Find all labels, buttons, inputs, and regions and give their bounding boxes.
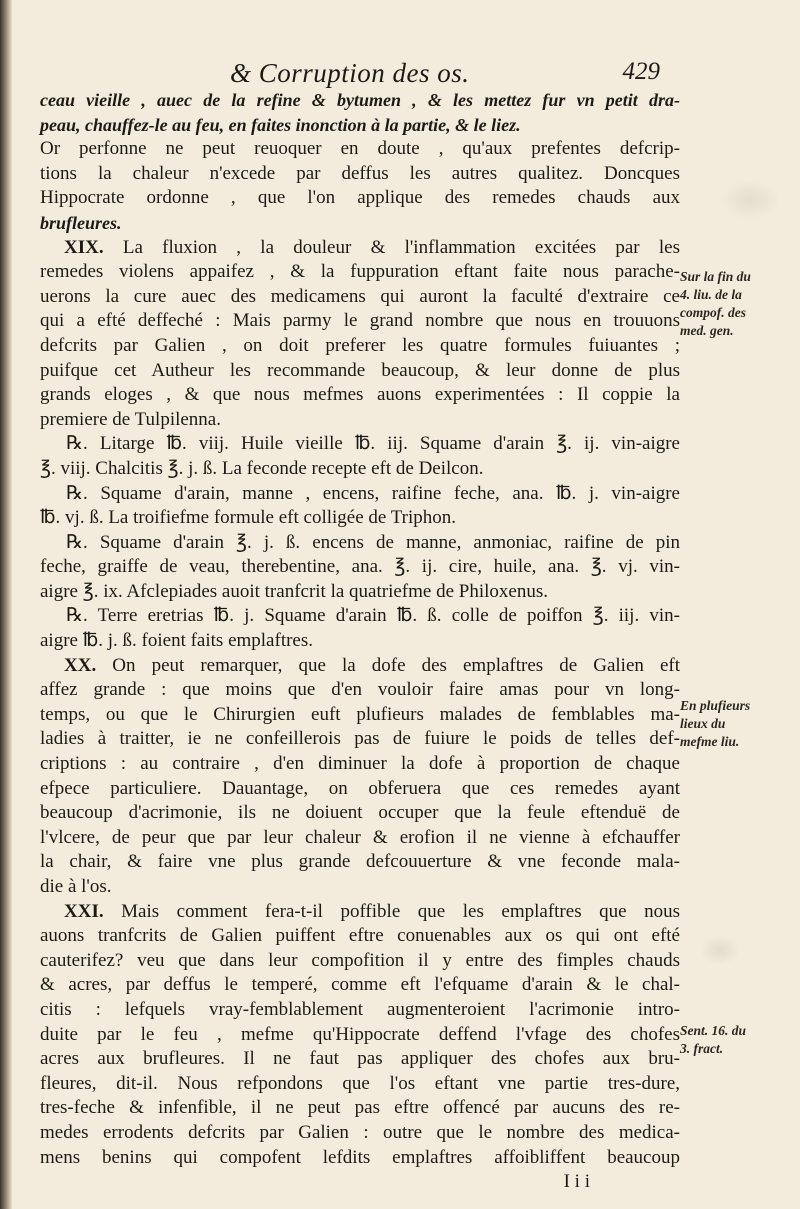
margin-note-line: Sent. 16. du <box>680 1023 747 1038</box>
margin-note-line: 4. liu. de la <box>680 287 742 302</box>
text-line: affez grande : que moins que d'en vouloir faire amas pour vn long- <box>40 679 680 701</box>
text-line: criptions : au contraire , d'en diminuer la dofe à proportion de chaque <box>40 753 680 775</box>
running-title: & Corruption des os. <box>230 58 470 88</box>
text-line: temps, ou que le Chirurgien euft plufieurs malades de femblables ma- <box>40 703 680 725</box>
body-text <box>40 88 680 1195</box>
text-line: peau, chauffez-le au feu, en faites inonction à la partie, & le liez. <box>40 114 521 135</box>
text-line: mens benins qui compofent lefdits emplaftres affoibliffent beaucoup <box>40 1146 680 1168</box>
text-line: medes errodents defcrits par Galien : outre que le nombre des medica- <box>40 1121 680 1143</box>
margin-note-line: mefme liu. <box>680 734 740 749</box>
text-line: beaucoup d'acrimonie, ils ne doiuent occuper que la feule eftenduë de <box>40 802 680 824</box>
text-line: uerons la cure auec des medicamens qui auront la faculté d'extraire ce <box>40 285 680 307</box>
text-line: grands eloges , & que nous mefmes auons experimentées : Il coppie la <box>40 384 680 406</box>
text-line: premiere de Tulpilenna. <box>40 408 221 430</box>
section-number: XXI. <box>64 900 104 922</box>
text-line: & acres, par deffus le temperé, comme eft l'efquame d'arain & le chal- <box>40 974 680 996</box>
margin-note-line: lieux du <box>680 716 726 731</box>
recipe-line: ℞. Squame d'arain ℥. j. ß. encens de manne, anmoniac, raifine de pin <box>66 531 680 553</box>
text-line: tions la chaleur n'excede par deffus les autres qualitez. Doncques <box>40 162 680 184</box>
page-number: 429 <box>622 58 660 85</box>
section-number: XX. <box>64 654 97 676</box>
text-line: puifque cet Autheur les recommande beaucoup, & leur donne de plus <box>40 359 680 381</box>
recipe-line: ℞. Litarge ℔. viij. Huile vieille ℔. iij. Squame d'arain ℥. ij. vin-aigre <box>66 433 680 455</box>
text-line: citis : lefquels vray-femblablement augmenteroient l'acrimonie intro- <box>40 998 680 1020</box>
text-line: duite par le feu , mefme qu'Hippocrate deffend l'vfage des chofes <box>40 1023 680 1045</box>
margin-note-line: med. gen. <box>680 323 734 338</box>
text-line: efpece particuliere. Dauantage, on obferuera que ces remedes ayant <box>40 777 680 799</box>
text-line: auons tranfcrits de Galien puiffent eftre conuenables aux os qui ont efté <box>40 925 680 947</box>
text-line: ladies à traitter, ie ne confeillerois pas de fuiure le poids de telles def- <box>40 728 680 750</box>
text-line: defcrits par Galien , on doit preferer les quatre formules fuiuantes ; <box>40 334 680 356</box>
text-line: Hippocrate ordonne , que l'on applique des remedes chauds aux <box>40 187 680 209</box>
recipe-line: feche, graiffe de veau, therebentine, ana. ℥. ij. cire, huile, ana. ℥. vj. vin- <box>40 556 680 578</box>
recipe-line: aigre ℔. j. ß. foient faits emplaftres. <box>40 630 314 652</box>
margin-note <box>680 268 798 340</box>
section-number: XIX. <box>64 236 104 258</box>
margin-note-line: En plufieurs <box>680 698 751 713</box>
margin-note <box>680 1022 798 1058</box>
recipe-line: ℥. viij. Chalcitis ℥. j. ß. La feconde recepte eft de Deilcon. <box>40 457 484 479</box>
text-line: la chair, & faire vne plus grande defcouuerture & vne feconde mala- <box>40 851 680 873</box>
text-line: ceau vieille , auec de la refine & bytumen , & les mettez fur vn petit dra- <box>40 90 680 110</box>
text-line: qui a efté deffeché : Mais parmy le grand nombre que nous en trouuons <box>40 310 680 332</box>
text-line: cauterifez? veu que dans leur compofition il y entre des fimples chauds <box>40 949 680 971</box>
recipe-line: ℔. vj. ß. La troifiefme formule eft colligée de Triphon. <box>40 507 457 529</box>
margin-note <box>680 697 798 751</box>
margin-note-line: compof. des <box>680 305 746 320</box>
recipe-line: aigre ℥. ix. Afclepiades auoit tranfcrit la quatriefme de Philoxenus. <box>40 580 548 602</box>
text-line: die à l'os. <box>40 876 112 897</box>
text-line: tres-feche & infenfible, il ne peut pas eftre offencé par aucuns des re- <box>40 1097 680 1119</box>
text-line: acres aux brufleures. Il ne faut pas appliquer des chofes aux bru- <box>40 1048 680 1070</box>
signature-mark: I i i <box>563 1171 590 1193</box>
section-heading-line: XXI. Mais comment fera-t-il poffible que les emplaftres que nous <box>64 900 680 922</box>
text-line: brufleures. <box>40 212 122 233</box>
page-header <box>40 58 660 92</box>
text-line: fleures, dit-il. Nous refpondons que l'os eftant vne partie tres-dure, <box>40 1072 680 1094</box>
text-line: Or perfonne ne peut reuoquer en doute , qu'aux prefentes defcrip- <box>40 138 680 160</box>
recipe-line: ℞. Squame d'arain, manne , encens, raifine feche, ana. ℔. j. vin-aigre <box>66 482 680 504</box>
text-line: l'vlcere, de peur que par leur chaleur & erofion il ne vienne à efchauffer <box>40 826 680 848</box>
section-heading-line: XX. On peut remarquer, que la dofe des emplaftres de Galien eft <box>64 654 680 676</box>
margin-note-line: 3. fract. <box>680 1041 724 1056</box>
text-line: remedes violens appaifez , & la fuppuration eftant faite nous parache- <box>40 261 680 283</box>
recipe-line: ℞. Terre eretrias ℔. j. Squame d'arain ℔. ß. colle de poiffon ℥. iij. vin- <box>66 605 680 627</box>
section-heading-line: XIX. La fluxion , la douleur & l'inflammation excitées par les <box>64 236 680 258</box>
margin-note-line: Sur la fin du <box>680 269 751 284</box>
